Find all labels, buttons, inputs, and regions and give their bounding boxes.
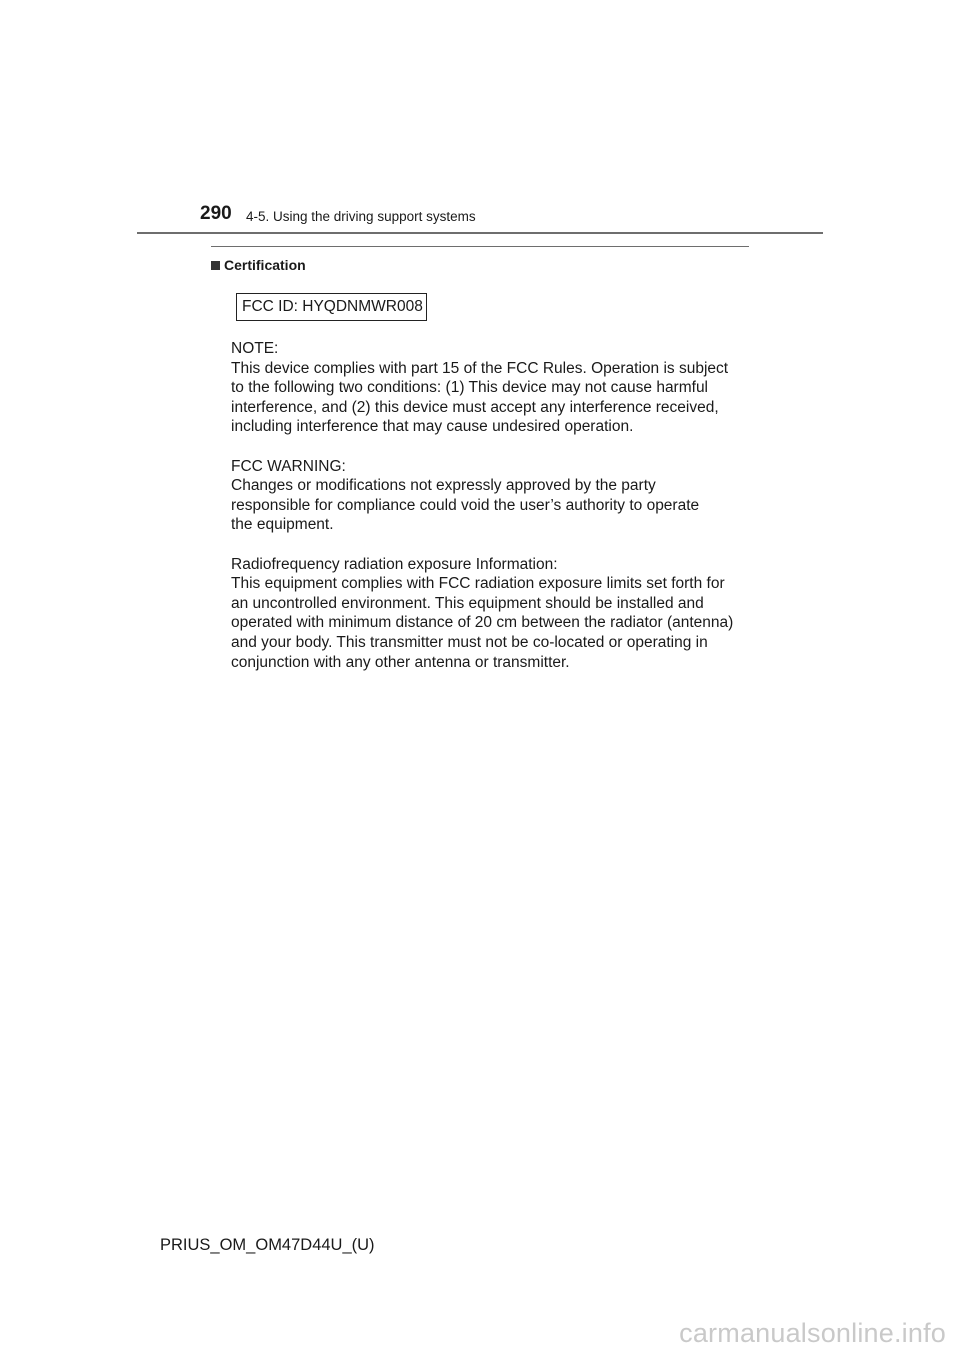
- document-code: PRIUS_OM_OM47D44U_(U): [160, 1236, 375, 1254]
- fcc-notice-text: [231, 339, 761, 692]
- fcc-id-box: FCC ID: HYQDNMWR008: [236, 293, 427, 321]
- note-line: interference, and (2) this device must accept any interference received,: [231, 398, 719, 416]
- note-line: including interference that may cause undesired operation.: [231, 418, 634, 436]
- watermark: carmanualsonline.info: [679, 1318, 946, 1348]
- radiation-paragraph: [231, 555, 761, 673]
- radiation-line: and your body. This transmitter must not be co-located or operating in: [231, 633, 708, 651]
- radiation-line: an uncontrolled environment. This equipment should be installed and: [231, 594, 704, 612]
- note-line: to the following two conditions: (1) This device may not cause harmful: [231, 379, 709, 397]
- warning-line: the equipment.: [231, 516, 334, 534]
- note-line: NOTE:: [231, 340, 279, 357]
- note-line: This device complies with part 15 of the FCC Rules. Operation is subject: [231, 359, 729, 377]
- radiation-line: operated with minimum distance of 20 cm between the radiator (antenna): [231, 614, 734, 632]
- warning-paragraph: [231, 457, 761, 535]
- note-paragraph: [231, 339, 761, 437]
- radiation-line: conjunction with any other antenna or transmitter.: [231, 653, 570, 671]
- radiation-line: Radiofrequency radiation exposure Information:: [231, 555, 558, 573]
- section-title: 4-5. Using the driving support systems: [246, 209, 476, 224]
- page-number: 290: [200, 203, 232, 224]
- square-bullet-icon: [211, 261, 220, 270]
- section-divider: [211, 246, 749, 247]
- certification-heading-text: Certification: [224, 257, 306, 273]
- header-divider: [137, 232, 823, 234]
- warning-line: FCC WARNING:: [231, 457, 346, 475]
- warning-line: responsible for compliance could void the user’s authority to operate: [231, 496, 700, 514]
- certification-heading: [211, 257, 306, 273]
- radiation-line: This equipment complies with FCC radiation exposure limits set forth for: [231, 575, 725, 593]
- warning-line: Changes or modifications not expressly approved by the party: [231, 477, 656, 495]
